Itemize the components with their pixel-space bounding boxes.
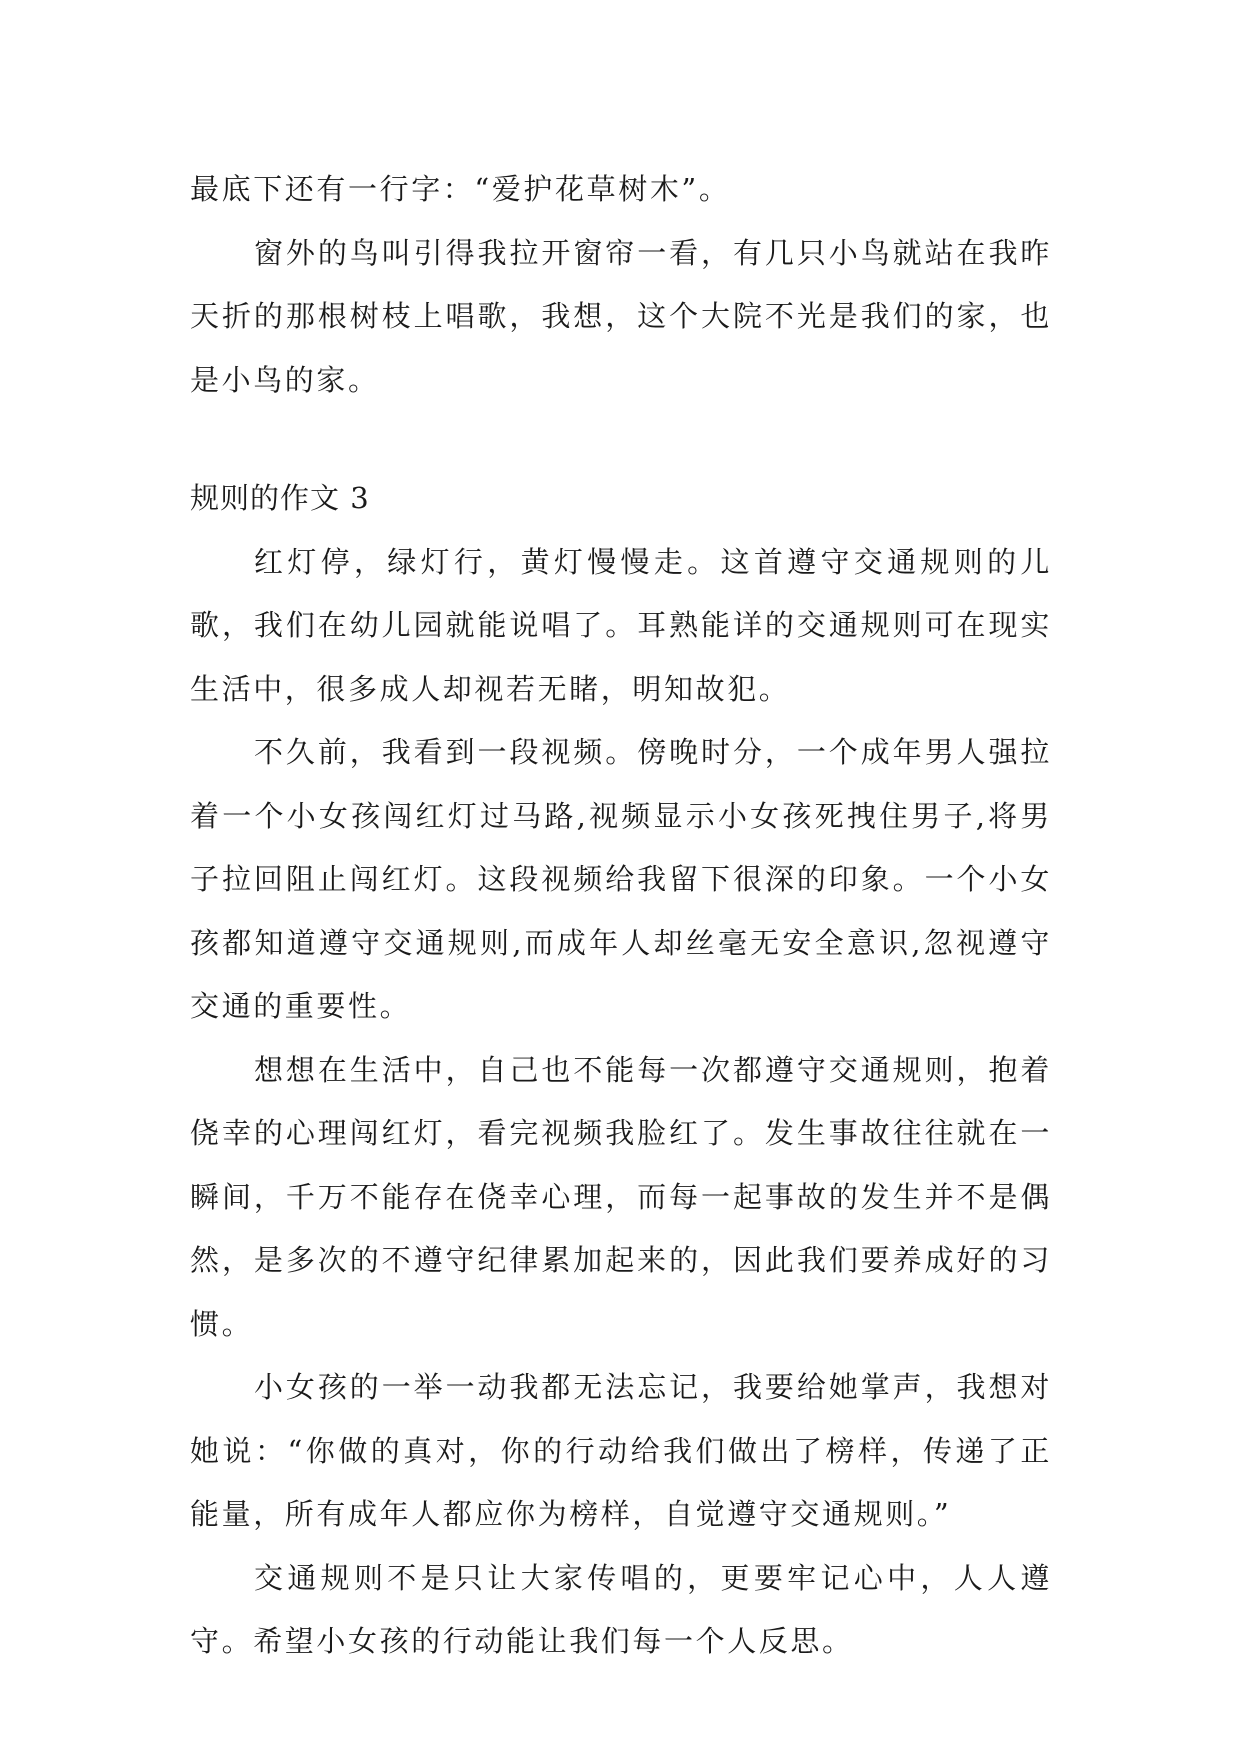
section-title: 规则的作文 3 <box>190 481 370 515</box>
paragraph-reflection: 想想在生活中，自己也不能每一次都遵守交通规则，抱着侥幸的心理闯红灯，看完视频我脸红了。发生事故往往就在一瞬间，千万不能存在侥幸心理，而每一起事故的发生并不是偶然，是多次的不遵守纪律累加起来的，因此我们要养成好的习惯。 <box>190 1052 1052 1341</box>
paragraph-continuation: 最底下还有一行字：“爱护花草树木”。 <box>190 172 731 206</box>
paragraph-video: 不久前，我看到一段视频。傍晚时分，一个成年男人强拉着一个小女孩闯红灯过马路,视频显示小女孩死拽住男子,将男子拉回阻止闯红灯。这段视频给我留下很深的印象。一个小女孩都知道遵守交通规则,而成年人却丝毫无安全意识,忽视遵守交通的重要性。 <box>190 735 1052 1023</box>
paragraph-conclusion: 交通规则不是只让大家传唱的，更要牢记心中，人人遵守。希望小女孩的行动能让我们每一个人反思。 <box>190 1560 1052 1658</box>
paragraph-bird-window: 窗外的鸟叫引得我拉开窗帘一看，有几只小鸟就站在我昨天折的那根树枝上唱歌，我想，这个大院不光是我们的家，也是小鸟的家。 <box>190 235 1052 397</box>
document-body <box>190 158 1052 1674</box>
paragraph-applause: 小女孩的一举一动我都无法忘记，我要给她掌声，我想对她说：“你做的真对，你的行动给我们做出了榜样，传递了正能量，所有成年人都应你为榜样，自觉遵守交通规则。” <box>190 1370 1052 1531</box>
paragraph-traffic-song: 红灯停，绿灯行，黄灯慢慢走。这首遵守交通规则的儿歌，我们在幼儿园就能说唱了。耳熟能详的交通规则可在现实生活中，很多成人却视若无睹，明知故犯。 <box>190 544 1052 706</box>
